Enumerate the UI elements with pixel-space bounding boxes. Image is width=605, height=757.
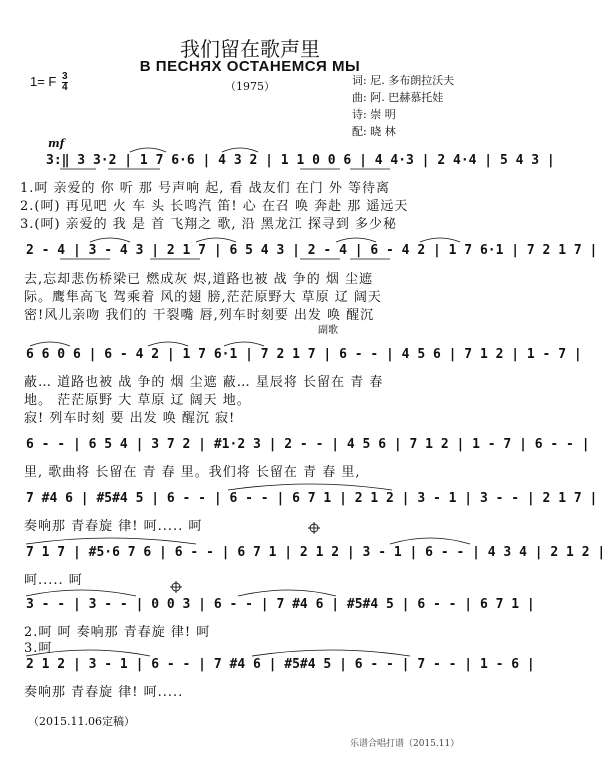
- year-label: （1975）: [225, 80, 275, 93]
- notation-row: 3 - - | 3 - - | 0 0 3 | 6 - - | 7 #4 6 | #5#4 5 | 6 - - | 6 7 1 |: [26, 597, 535, 612]
- notation-row: 7 1 7 | #5·6 7 6 | 6 - - | 6 7 1 | 2 1 2 | 3 - 1 | 6 - - | 4 3 4 | 2 1 2 |: [26, 545, 605, 560]
- notation-row: 3:‖ 3 3·2 | 1 7 6·6 | 4 3 2 | 1 1 0 0 6 | 4 4·3 | 2 4·4 | 5 4 3 |: [46, 153, 555, 168]
- lyric-line: 际。鹰隼高飞 驾乘着 风的翅 膀,茫茫原野大 草原 辽 阔天: [24, 290, 382, 305]
- notation-row: 6 - - | 6 5 4 | 3 7 2 | #1·2 3 | 2 - - | 4 5 6 | 7 1 2 | 1 - 7 | 6 - - |: [26, 437, 590, 452]
- lyric-line: 3.(呵) 亲爱的 我 是 首 飞翔之 歌, 沿 黑龙江 探寻到 多少秘: [20, 217, 398, 232]
- credits: [352, 72, 454, 140]
- key-signature: [30, 72, 68, 93]
- coda-icon: [170, 581, 182, 593]
- slur-mark: [130, 148, 166, 152]
- lyric-line: 地。 茫茫原野 大 草原 辽 阔天 地。: [24, 393, 251, 408]
- lyric-line: 呵..... 呵: [24, 573, 83, 588]
- slur-mark: [224, 342, 264, 346]
- footer-date: （2015.11.06定稿）: [28, 715, 135, 728]
- credit-composer: 曲: 阿. 巴赫慕托娃: [352, 91, 444, 104]
- slur-mark: [420, 238, 460, 242]
- credit-arranger: 配: 晓 林: [352, 125, 396, 138]
- time-sig-bottom: 4: [62, 82, 68, 93]
- key-label: 1= F: [30, 73, 57, 89]
- slur-mark: [252, 650, 410, 656]
- notation-row: 2 1 2 | 3 - 1 | 6 - - | 7 #4 6 | #5#4 5 | 6 - - | 7 - - | 1 - 6 |: [26, 657, 535, 672]
- lyric-line: 寂! 列车时刻 要 出发 唤 醒沉 寂!: [24, 411, 236, 426]
- page-title: 我们留在歌声里: [180, 37, 320, 61]
- slur-mark: [148, 342, 188, 346]
- notation-row: 6 6 0 6 | 6 - 4 2 | 1 7 6·1 | 7 2 1 7 | 6 - - | 4 5 6 | 7 1 2 | 1 - 7 |: [26, 347, 582, 362]
- slur-mark: [26, 590, 136, 596]
- lyric-line: 里, 歌曲将 长留在 青 春 里。我们将 长留在 青 春 里,: [24, 465, 361, 480]
- time-signature: [62, 72, 68, 93]
- slur-mark: [390, 538, 470, 544]
- page-subtitle: В ПЕСНЯХ ОСТАНЕМСЯ МЫ: [139, 58, 361, 75]
- lyric-line: 去,忘却悲伤桥梁已 燃成灰 烬,道路也被 战 争的 烟 尘遮: [24, 272, 374, 287]
- lyric-line: 2.呵 呵 奏响那 青春旋 律! 呵: [24, 625, 211, 640]
- slur-mark: [196, 238, 236, 242]
- lyric-line: 蔽… 道路也被 战 争的 烟 尘遮 蔽… 星辰将 长留在 青 春: [24, 375, 384, 390]
- slur-mark: [26, 538, 196, 544]
- lyric-line: 奏响那 青春旋 律! 呵..... 呵: [24, 519, 203, 534]
- coda-icon: [308, 522, 320, 534]
- lyric-line: 奏响那 青春旋 律! 呵.....: [24, 685, 184, 700]
- notation-row: 2 - 4 | 3 - 4 3 | 2 1 7 | 6 5 4 3 | 2 - 4 | 6 - 4 2 | 1 7 6·1 | 7 2 1 7 |: [26, 243, 598, 258]
- credit-translator: 诗: 崇 明: [352, 108, 396, 121]
- slur-mark: [222, 148, 258, 152]
- dynamic-mark: mf: [48, 137, 65, 150]
- slur-mark: [30, 342, 70, 346]
- section-annotation: 副歌: [318, 325, 338, 336]
- lyric-line: 3.呵: [24, 641, 53, 656]
- slur-mark: [228, 484, 392, 490]
- slur-mark: [336, 238, 376, 242]
- credit-lyricist: 词: 尼. 多布朗拉沃夫: [352, 74, 455, 87]
- slur-mark: [238, 590, 336, 596]
- time-sig-top: 3: [62, 71, 68, 82]
- slur-mark: [90, 238, 130, 242]
- lyric-line: 密!风儿亲吻 我们的 干裂嘴 唇,列车时刻要 出发 唤 醒沉: [24, 308, 375, 323]
- notation-row: 7 #4 6 | #5#4 5 | 6 - - | 6 - - | 6 7 1 | 2 1 2 | 3 - 1 | 3 - - | 2 1 7 |: [26, 491, 598, 506]
- footer-source: 乐谱合唱打谱（2015.11）: [350, 739, 460, 749]
- lyric-line: 1.呵 亲爱的 你 听 那 号声响 起, 看 战友们 在门 外 等待离: [20, 181, 390, 196]
- lyric-line: 2.(呵) 再见吧 火 车 头 长鸣汽 笛! 心 在召 唤 奔赴 那 遥远天: [20, 199, 409, 214]
